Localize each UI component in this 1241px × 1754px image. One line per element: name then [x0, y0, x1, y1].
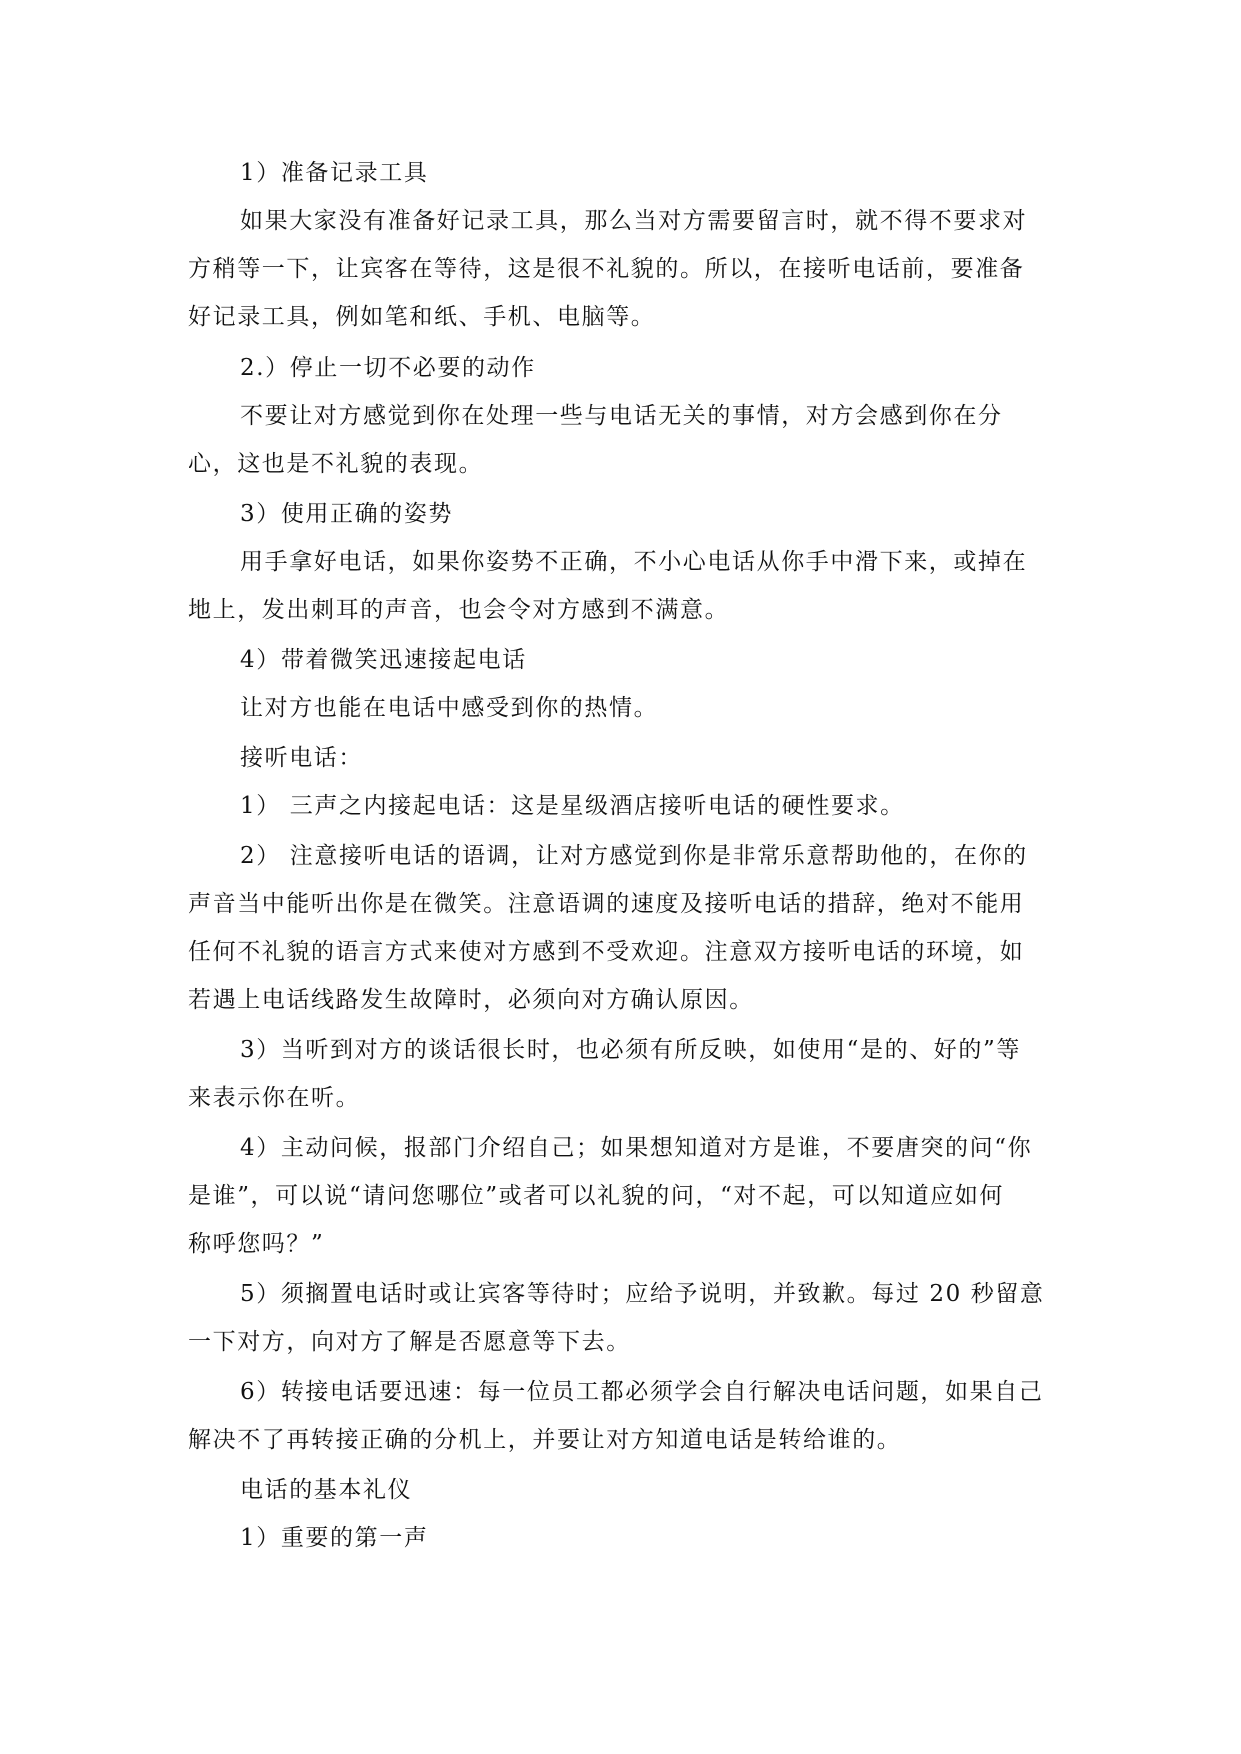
paragraph-line: 让对方也能在电话中感受到你的热情。 — [240, 695, 659, 721]
paragraph-line: 解决不了再转接正确的分机上，并要让对方知道电话是转给谁的。 — [188, 1427, 902, 1453]
list-item-line: 3）当听到对方的谈话很长时，也必须有所反映，如使用“是的、好的”等 — [240, 1037, 1021, 1063]
paragraph-line: 用手拿好电话，如果你姿势不正确，不小心电话从你手中滑下来，或掉在 — [240, 549, 1028, 575]
paragraph-line: 来表示你在听。 — [188, 1085, 361, 1111]
paragraph-line: 如果大家没有准备好记录工具，那么当对方需要留言时，就不得不要求对 — [240, 208, 1028, 234]
heading-posture: 3）使用正确的姿势 — [240, 501, 454, 527]
paragraph-line: 一下对方，向对方了解是否愿意等下去。 — [188, 1329, 631, 1355]
list-item-line: 6）转接电话要迅速：每一位员工都必须学会自行解决电话问题，如果自己 — [240, 1379, 1044, 1405]
section-heading-answering: 接听电话： — [240, 745, 363, 771]
list-item-line: 5）须搁置电话时或让宾客等待时；应给予说明，并致歉。每过 20 秒留意 — [240, 1281, 1045, 1307]
paragraph-line: 任何不礼貌的语言方式来使对方感到不受欢迎。注意双方接听电话的环境，如 — [188, 939, 1025, 965]
heading-stop-actions: 2.）停止一切不必要的动作 — [240, 355, 536, 381]
heading-prepare-tools: 1）准备记录工具 — [240, 160, 429, 186]
heading-first-voice: 1）重要的第一声 — [240, 1525, 429, 1551]
paragraph-line: 地上，发出刺耳的声音，也会令对方感到不满意。 — [188, 597, 730, 623]
paragraph-line: 好记录工具，例如笔和纸、手机、电脑等。 — [188, 304, 656, 330]
list-item-line: 1） 三声之内接起电话：这是星级酒店接听电话的硬性要求。 — [240, 793, 905, 819]
paragraph-line: 不要让对方感觉到你在处理一些与电话无关的事情，对方会感到你在分 — [240, 403, 1003, 429]
paragraph-line: 声音当中能听出你是在微笑。注意语调的速度及接听电话的措辞，绝对不能用 — [188, 891, 1025, 917]
list-item-line: 2） 注意接听电话的语调，让对方感觉到你是非常乐意帮助他的，在你的 — [240, 843, 1028, 869]
paragraph-line: 心，这也是不礼貌的表现。 — [188, 451, 484, 477]
section-heading-etiquette: 电话的基本礼仪 — [240, 1477, 413, 1503]
paragraph-line: 是谁”，可以说“请问您哪位”或者可以礼貌的问，“对不起，可以知道应如何 — [188, 1183, 1005, 1209]
paragraph-line: 称呼您吗？” — [188, 1231, 325, 1257]
list-item-line: 4）主动问候，报部门介绍自己；如果想知道对方是谁，不要唐突的问“你 — [240, 1135, 1033, 1161]
paragraph-line: 若遇上电话线路发生故障时，必须向对方确认原因。 — [188, 987, 754, 1013]
paragraph-line: 方稍等一下，让宾客在等待，这是很不礼貌的。所以，在接听电话前，要准备 — [188, 256, 1025, 282]
heading-smile: 4）带着微笑迅速接起电话 — [240, 647, 527, 673]
